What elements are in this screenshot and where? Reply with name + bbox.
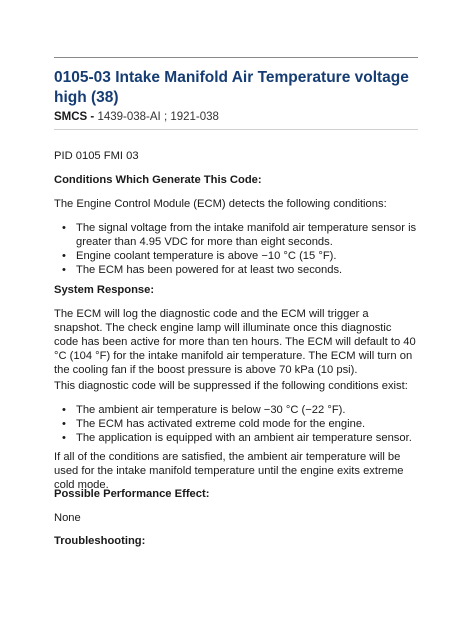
page-title: 0105-03 Intake Manifold Air Temperature voltage high (38) (54, 69, 409, 106)
top-divider (54, 57, 418, 58)
smcs-codes: 1439-038-AI ; 1921-038 (97, 111, 219, 123)
list-item: • The signal voltage from the intake manifold air temperature sensor is greater than 4.95 VDC for more than eight seconds. (54, 222, 418, 250)
smcs-line (54, 110, 219, 125)
performance-heading: Possible Performance Effect: (54, 488, 210, 500)
smcs-divider (54, 129, 418, 130)
smcs-label: SMCS - (54, 111, 95, 123)
list-item: • The ambient air temperature is below −30 °C (−22 °F). (54, 404, 418, 418)
suppress-list (54, 404, 418, 446)
response-text: The ECM will log the diagnostic code and the ECM will trigger a snapshot. The check engine lamp will illuminate once this diagnostic code has been active for more than ten hours. The ECM will default to 40 °C (104 °F) for the intake manifold air temperature. The ECM will turn on the cooling fan if the boost pressure is above 70 kPa (10 psi). (54, 308, 416, 376)
list-item: • The ECM has been powered for at least two seconds. (54, 264, 418, 278)
conditions-heading: Conditions Which Generate This Code: (54, 174, 262, 186)
list-item: • The ECM has activated extreme cold mode for the engine. (54, 418, 418, 432)
troubleshooting-heading: Troubleshooting: (54, 535, 146, 547)
response-heading: System Response: (54, 284, 155, 296)
satisfied-text: If all of the conditions are satisfied, the ambient air temperature will be used for the intake manifold temperature until the engine exits extreme cold mode. (54, 451, 404, 491)
conditions-list (54, 222, 418, 278)
list-item: • The application is equipped with an ambient air temperature sensor. (54, 432, 418, 446)
pid-line: PID 0105 FMI 03 (54, 150, 139, 162)
list-item: • Engine coolant temperature is above −10 °C (15 °F). (54, 250, 418, 264)
conditions-intro: The Engine Control Module (ECM) detects the following conditions: (54, 198, 387, 210)
performance-text: None (54, 512, 81, 524)
suppress-intro: This diagnostic code will be suppressed if the following conditions exist: (54, 380, 408, 392)
